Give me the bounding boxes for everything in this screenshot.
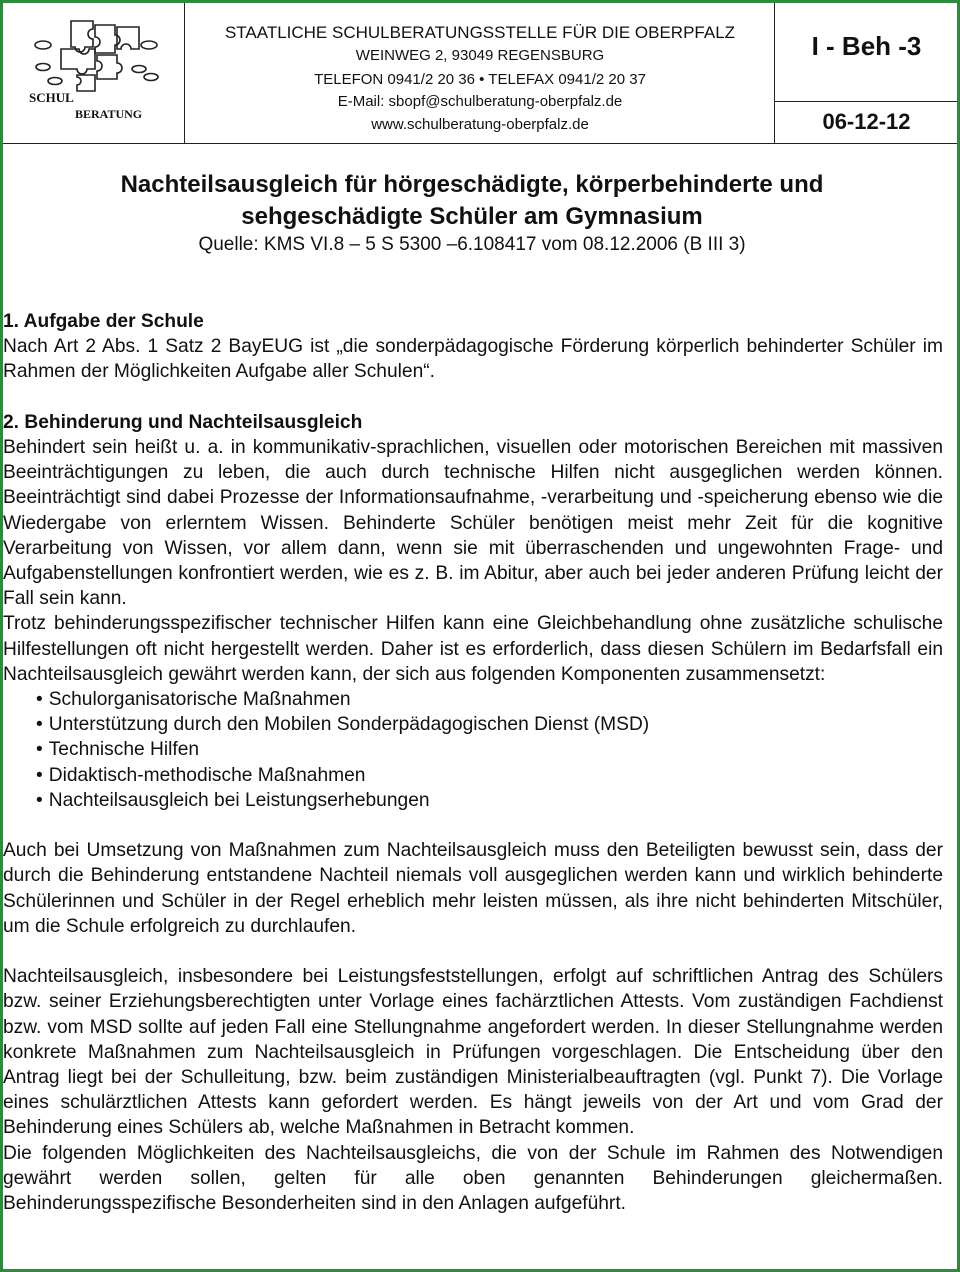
list-item: • Technische Hilfen bbox=[36, 737, 943, 762]
document-body bbox=[3, 309, 943, 1216]
title-block bbox=[3, 169, 941, 257]
document-title-line-1: Nachteilsausgleich für hörgeschädigte, körperbehinderte und bbox=[120, 171, 824, 198]
section-2-paragraph-4: Nachteilsausgleich, insbesondere bei Leistungsfeststellungen, erfolgt auf schriftlichen Antrag des Schülers bzw. seiner Erziehungsberechtigten unter Vorlage eines fachärztlichen Attests. Vom zuständigen Fachdienst bzw. vom MSD sollte auf jeden Fall eine Stellungnahme angefordert werden. In dieser Stellungnahme werden konkrete Maßnahmen zum Nachteilsausgleich in Prüfungen vorgeschlagen. Die Entscheidung über den Antrag liegt bei der Schulleitung, bzw. beim zuständigen Ministerialbeauftragten (vgl. Punkt 7). Die Vorlage eines schulärztlichen Attests kann gefordert werden. Es hängt jeweils von der Art und vom Grad der Behinderung eines Schülers ab, welche Maßnahmen in Betracht kommen. bbox=[3, 966, 943, 1139]
phone-fax: TELEFON 0941/2 20 36 • TELEFAX 0941/2 20 37 bbox=[314, 71, 646, 88]
street-address: WEINWEG 2, 93049 REGENSBURG bbox=[355, 47, 605, 64]
document-meta bbox=[774, 3, 957, 143]
section-2-paragraph-1: Behindert sein heißt u. a. in kommunikativ-sprachlichen, visuellen oder motorischen Bereichen mit massiven Beeinträchtigungen zu leben, die auch durch technische Hilfen nicht ausgeglichen werden können. Beeinträchtigt sind dabei Prozesse der Informationsaufnahme, -verarbeitung und -speicherung ebenso wie die Wiedergabe von erlerntem Wissen. Behinderte Schüler benötigen meist mehr Zeit für die kognitive Verarbeitung von Wissen, vor allem dann, wenn sie mit überraschenden und ungewohnten Frage- und Aufgabenstellungen konfrontiert werden, wie es z. B. im Abitur, aber auch bei jeder anderen Prüfung leicht der Fall sein kann. bbox=[3, 437, 943, 610]
list-item: • Unterstützung durch den Mobilen Sonderpädagogischen Dienst (MSD) bbox=[36, 712, 943, 737]
document-date: 06-12-12 bbox=[822, 109, 911, 134]
list-item: • Nachteilsausgleich bei Leistungserhebungen bbox=[36, 788, 943, 813]
letterhead bbox=[3, 3, 957, 144]
website-url: www.schulberatung-oberpfalz.de bbox=[371, 116, 589, 133]
document-code: I - Beh -3 bbox=[775, 3, 957, 102]
document-title-line-2: sehgeschädigte Schüler am Gymnasium bbox=[241, 203, 703, 230]
section-1-heading: 1. Aufgabe der Schule bbox=[3, 311, 204, 332]
section-2-paragraph-3: Auch bei Umsetzung von Maßnahmen zum Nachteilsausgleich muss den Beteiligten bewusst sein, dass der durch die Behinderung entstandene Nachteil niemals voll ausgeglichen werden kann und wirklich behinderte Schülerinnen und Schüler in der Regel erheblich mehr leisten müssen, als ihre nicht behinderten Mitschüler, um die Schule erfolgreich zu durchlaufen. bbox=[3, 840, 943, 937]
email-address: E-Mail: sbopf@schulberatung-oberpfalz.de bbox=[337, 93, 623, 110]
institution-name: STAATLICHE SCHULBERATUNGSSTELLE FÜR DIE OBERPFALZ bbox=[224, 23, 736, 42]
section-2-paragraph-2: Trotz behinderungsspezifischer technischer Hilfen kann eine Gleichbehandlung ohne zusätzliche schulische Hilfestellungen oft nicht hergestellt werden. Daher ist es erforderlich, dass diesen Schülern im Bedarfsfall ein Nachteilsausgleich gewährt werden kann, der sich aus folgenden Komponenten zusammensetzt: bbox=[3, 613, 943, 685]
puzzle-logo-icon bbox=[31, 17, 161, 97]
components-list bbox=[3, 687, 943, 813]
logo-text-beratung: BERATUNG bbox=[75, 107, 143, 121]
section-2-heading: 2. Behinderung und Nachteilsausgleich bbox=[3, 411, 363, 433]
address-block bbox=[186, 3, 774, 143]
section-2-paragraph-5: Die folgenden Möglichkeiten des Nachteilsausgleichs, die von der Schule im Rahmen des Notwendigen gewährt werden sollen, gelten für alle oben genannten Behinderungen gleichermaßen. Behinderungsspezifische Besonderheiten sind in den Anlagen aufgeführt. bbox=[3, 1142, 943, 1215]
logo bbox=[3, 3, 185, 143]
document-page bbox=[3, 3, 957, 1269]
source-reference: Quelle: KMS VI.8 – 5 S 5300 –6.108417 vom 08.12.2006 (B III 3) bbox=[198, 234, 746, 255]
section-1-text: Nach Art 2 Abs. 1 Satz 2 BayEUG ist „die sonderpädagogische Förderung körperlich behinderter Schüler im Rahmen der Möglichkeiten Aufgabe aller Schulen“. bbox=[3, 336, 943, 383]
list-item: • Schulorganisatorische Maßnahmen bbox=[36, 687, 943, 712]
logo-text-schul: SCHUL bbox=[29, 90, 74, 105]
list-item: • Didaktisch-methodische Maßnahmen bbox=[36, 763, 943, 788]
